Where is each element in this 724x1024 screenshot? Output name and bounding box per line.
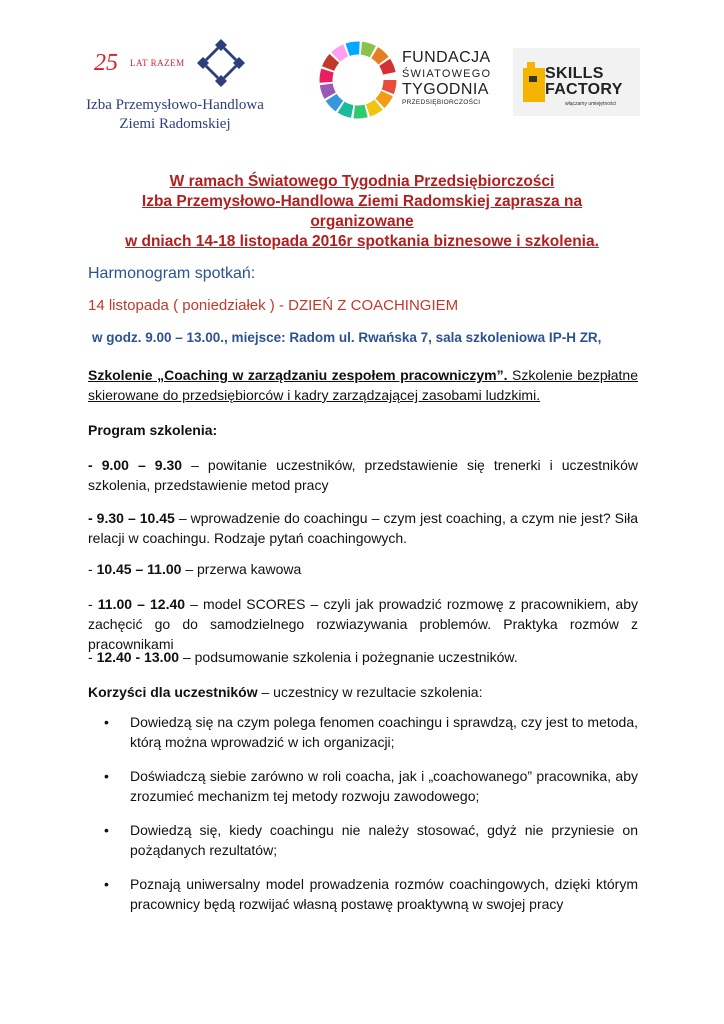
skills-line2: FACTORY — [545, 81, 623, 98]
list-item — [88, 766, 638, 806]
bullet-icon: • — [104, 714, 109, 730]
skills-tagline: włączamy umiejętności — [565, 101, 617, 107]
benefits-list — [88, 712, 638, 928]
benefits-intro: – uczestnicy w rezultacie szkolenia: — [257, 684, 483, 700]
izba-name-line1: Izba Przemysłowo-Handlowa — [86, 97, 264, 113]
program-item — [88, 594, 638, 654]
fundacja-line4: PRZEDSIĘBIORCZOŚCI — [402, 99, 481, 106]
fundacja-line1: FUNDACJA — [402, 49, 491, 66]
skills-factory-logo — [513, 48, 640, 116]
anniversary-number: 25 — [94, 50, 118, 76]
training-description — [88, 365, 638, 405]
list-item — [88, 820, 638, 860]
list-item-text: Poznają uniwersalny model prowadzenia rozmów coachingowych, dzięki którym pracownicy będą rozwijać własną postawę proaktywną w swojej pracy — [130, 876, 638, 912]
headline-line2: Izba Przemysłowo-Handlowa Ziemi Radomskiej zaprasza na organizowane — [141, 193, 583, 230]
program-prefix: - — [88, 596, 98, 612]
list-item-text: Dowiedzą się, kiedy coachingu nie należy stosować, gdyż nie przyniesie on pożądanych rezultatów; — [130, 822, 638, 858]
program-time: - 9.30 – 10.45 — [88, 510, 175, 526]
list-item-text: Doświadczą siebie zarówno w roli coacha, jak i „coachowanego” pracownika, aby zrozumieć mechanizm tej metody rozwoju zawodowego; — [130, 768, 638, 804]
schedule-place: w godz. 9.00 – 13.00., miejsce: Radom ul. Rwańska 7, sala szkoleniowa IP-H ZR, — [92, 330, 602, 345]
logo-header — [0, 0, 724, 140]
benefits-title: Korzyści dla uczestników — [88, 684, 258, 700]
izba-logo — [86, 36, 266, 136]
skills-line1: SKILLS — [545, 65, 604, 82]
program-text: – podsumowanie szkolenia i pożegnanie uczestników. — [179, 649, 518, 665]
program-text: – przerwa kawowa — [181, 561, 302, 577]
program-time: 10.45 – 11.00 — [96, 561, 182, 577]
izba-name-line2: Ziemi Radomskiej — [119, 116, 231, 132]
program-prefix: - — [88, 561, 97, 577]
program-time: 12.40 - 13.00 — [96, 649, 180, 665]
program-text: – powitanie uczestników, przedstawienie się trenerki i uczestników szkolenia, przedstawienie metod pracy — [88, 457, 638, 493]
bullet-icon: • — [104, 876, 109, 892]
program-text: – model SCORES – czyli jak prowadzić rozmowę z pracownikiem, aby zachęcić go do samodzielnego rozwiazywania problemów. Praktyka rozmów z pracownikami — [88, 596, 638, 652]
program-item — [88, 455, 638, 495]
headline-line1: W ramach Światowego Tygodnia Przedsiębiorczości — [169, 173, 555, 190]
schedule-heading: Harmonogram spotkań: — [88, 265, 256, 282]
fundacja-line2: ŚWIATOWEGO — [402, 68, 492, 80]
izba-emblem-icon — [196, 38, 246, 88]
program-text: – wprowadzenie do coachingu – czym jest coaching, a czym nie jest? Siła relacji w coachingu. Rodzaje pytań coachingowych. — [88, 510, 638, 546]
schedule-day: 14 listopada ( poniedziałek ) - DZIEŃ Z COACHINGIEM — [88, 297, 459, 314]
program-heading: Program szkolenia: — [88, 422, 218, 438]
training-title: Szkolenie „Coaching w zarządzaniu zespołem pracowniczym”. — [88, 367, 508, 383]
anniversary-label: LAT RAZEM — [130, 58, 185, 68]
headline — [90, 172, 634, 252]
program-time: 11.00 – 12.40 — [97, 596, 186, 612]
program-item — [88, 508, 638, 548]
colorful-ring-icon — [318, 40, 398, 120]
training-desc: Szkolenie bezpłatne skierowane do przedsiębiorców i kadry zarządzającej zasobami ludzkimi. — [88, 367, 638, 403]
program-item — [88, 647, 638, 667]
fundacja-logo — [318, 40, 493, 120]
program-item — [88, 559, 638, 579]
bullet-icon: • — [104, 822, 109, 838]
program-time: - 9.00 – 9.30 — [88, 457, 183, 473]
izba-name — [86, 96, 264, 134]
bullet-icon: • — [104, 768, 109, 784]
list-item — [88, 874, 638, 914]
fundacja-line3: TYGODNIA — [402, 81, 489, 98]
list-item — [88, 712, 638, 752]
program-prefix: - — [88, 649, 97, 665]
list-item-text: Dowiedzą się na czym polega fenomen coachingu i sprawdzą, czy jest to metoda, którą można wprowadzić w ich organizacji; — [130, 714, 638, 750]
fundacja-text — [402, 50, 491, 108]
headline-line3: w dniach 14-18 listopada 2016r spotkania biznesowe i szkolenia. — [125, 233, 599, 250]
benefits-heading — [88, 682, 638, 702]
